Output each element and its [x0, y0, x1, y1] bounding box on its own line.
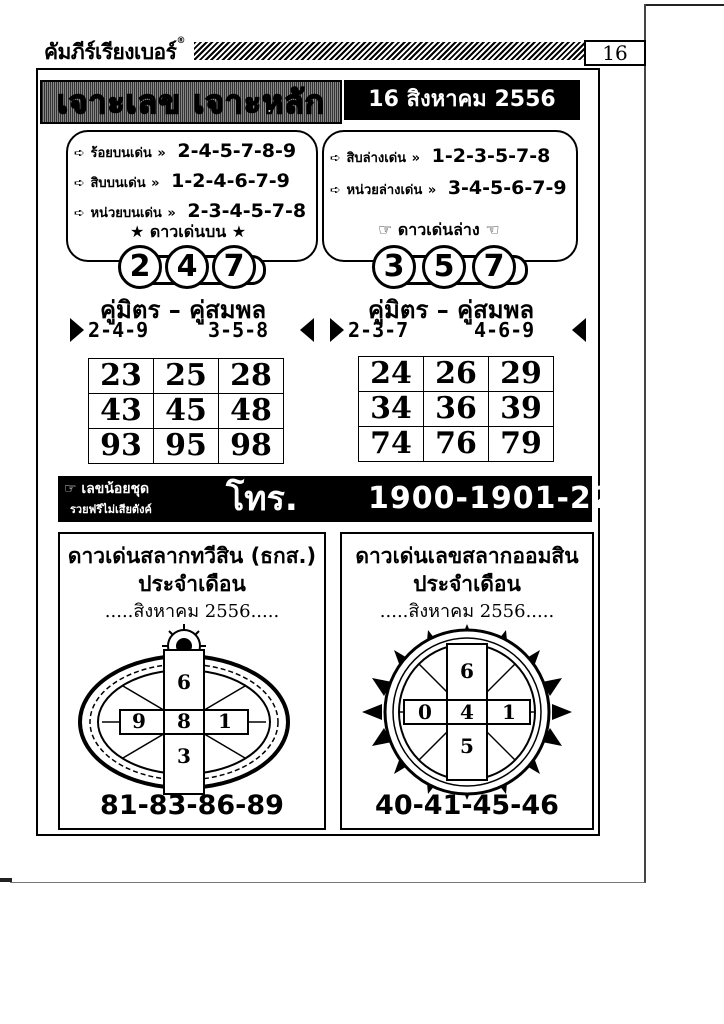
pointer-icon: ➪: [330, 183, 341, 198]
grid-cell: 23: [89, 359, 154, 394]
grid-cell: 79: [489, 427, 554, 462]
lower-row-units: [330, 177, 567, 200]
arrow-icon: »: [167, 206, 176, 221]
wheel-center-digit: 4: [460, 700, 474, 724]
page-header: [44, 36, 628, 65]
upper-ball-1: 2: [118, 245, 162, 289]
registered-mark: ®: [176, 36, 185, 46]
wheel-bottom-digit: 3: [177, 744, 191, 768]
lottery-subtitle: ประจำเดือน: [138, 572, 246, 596]
upper-row-hundreds: [74, 140, 296, 163]
grid-row: [359, 427, 554, 462]
lottery-result-numbers: 40-41-45-46: [375, 790, 559, 821]
wheel-right-digit: 1: [502, 700, 516, 724]
brand-title: [44, 36, 185, 69]
upper-ally-numbers: 3-5-8: [208, 318, 269, 342]
upper-star-label: ★ ดาวเด่นบน ★: [130, 222, 247, 241]
row-numbers: 2-3-4-5-7-8: [187, 200, 307, 222]
thawisin-lottery-box: [58, 532, 326, 830]
triangle-left-icon: [572, 318, 586, 342]
pointer-icon: ➪: [74, 176, 85, 191]
arrow-icon: »: [157, 146, 166, 161]
hotline-banner: [58, 476, 614, 522]
lower-pair-title: คู่มิตร – คู่สมพล: [368, 296, 535, 324]
header-hatch-decoration: [194, 42, 584, 60]
triangle-left-icon: [300, 318, 314, 342]
lottery-month: .....สิงหาคม 2556.....: [379, 601, 555, 622]
row-label: หน่วยบนเด่น: [90, 206, 162, 221]
lower-row-tens: [330, 145, 550, 168]
hotline-line2: รวยฟรีไม่เสียตังค์: [70, 503, 152, 516]
row-label: สิบล่างเด่น: [346, 151, 407, 166]
grid-cell: 25: [154, 359, 219, 394]
lower-ally-numbers: 4-6-9: [474, 318, 535, 342]
wheel-top-digit: 6: [460, 659, 474, 683]
wheel-right-digit: 1: [218, 709, 232, 733]
lottery-subtitle: ประจำเดือน: [413, 572, 521, 596]
hotline-number: 1900-1901-22: [368, 481, 614, 516]
wheel-bottom-digit: 5: [460, 734, 474, 758]
grid-cell: 24: [359, 357, 424, 392]
lottery-title: ดาวเด่นสลากทวีสิน (ธกส.): [67, 544, 317, 568]
pointer-icon: ➪: [74, 206, 85, 221]
hotline-prefix: โทร.: [226, 479, 298, 519]
arrow-icon: »: [427, 183, 437, 198]
lower-ball-2: 5: [422, 245, 466, 289]
lower-friend-numbers: 2-3-7: [348, 318, 409, 342]
scan-edge-mark: [0, 878, 12, 882]
upper-friend-numbers: 2-4-9: [88, 318, 149, 342]
grid-cell: 29: [489, 357, 554, 392]
grid-cell: 74: [359, 427, 424, 462]
row-label: หน่วยล่างเด่น: [346, 183, 423, 198]
grid-row: [359, 357, 554, 392]
row-label: สิบบนเด่น: [90, 176, 146, 191]
lottery-title: ดาวเด่นเลขสลากออมสิน: [355, 544, 579, 568]
upper-row-tens: [74, 170, 290, 193]
page-number: 16: [584, 40, 646, 66]
grid-row: [89, 429, 284, 464]
upper-ball-3: 7: [212, 245, 256, 289]
triangle-right-icon: [330, 318, 344, 342]
lower-ball-1: 3: [372, 245, 416, 289]
row-numbers: 1-2-3-5-7-8: [431, 145, 551, 167]
grid-cell: 76: [424, 427, 489, 462]
lottery-month: .....สิงหาคม 2556.....: [104, 601, 280, 622]
wheel-center-digit: 8: [177, 709, 191, 733]
grid-cell: 48: [219, 394, 284, 429]
triangle-right-icon: [70, 318, 84, 342]
grid-row: [89, 394, 284, 429]
wheel-left-digit: 0: [418, 700, 432, 724]
pointer-icon: ➪: [74, 146, 85, 161]
arrow-icon: »: [151, 176, 160, 191]
pointer-icon: ➪: [330, 151, 341, 166]
grid-cell: 26: [424, 357, 489, 392]
grid-row: [89, 359, 284, 394]
lower-number-grid: [358, 356, 554, 462]
lottery-result-numbers: 81-83-86-89: [100, 790, 284, 821]
grid-cell: 36: [424, 392, 489, 427]
wheel-top-digit: 6: [177, 670, 191, 694]
upper-number-grid: [88, 358, 284, 464]
grid-cell: 45: [154, 394, 219, 429]
row-numbers: 3-4-5-6-7-9: [447, 177, 567, 199]
upper-pair-title: คู่มิตร – คู่สมพล: [100, 296, 267, 324]
grid-cell: 98: [219, 429, 284, 464]
zodiac-wheel-graphic: [60, 622, 324, 802]
banner-title: เจาะเลข เจาะหลัก: [40, 80, 342, 124]
wheel-left-digit: 9: [132, 709, 146, 733]
lower-ball-3: 7: [472, 245, 516, 289]
hotline-line1: ☞ เลขน้อยชุด: [64, 481, 150, 497]
grid-cell: 28: [219, 359, 284, 394]
draw-date: 16 สิงหาคม 2556: [344, 80, 580, 120]
upper-ball-2: 4: [165, 245, 209, 289]
row-numbers: 1-2-4-6-7-9: [171, 170, 290, 192]
grid-cell: 34: [359, 392, 424, 427]
brand-text: คัมภีร์เรียงเบอร์: [44, 40, 177, 64]
grid-cell: 93: [89, 429, 154, 464]
omsin-lottery-box: [340, 532, 594, 830]
grid-cell: 39: [489, 392, 554, 427]
lower-star-label: ☞ ดาวเด่นล่าง ☜: [378, 220, 500, 239]
grid-row: [359, 392, 554, 427]
grid-cell: 43: [89, 394, 154, 429]
grid-cell: 95: [154, 429, 219, 464]
row-numbers: 2-4-5-7-8-9: [177, 140, 297, 162]
arrow-icon: »: [411, 151, 421, 166]
row-label: ร้อยบนเด่น: [90, 146, 152, 161]
